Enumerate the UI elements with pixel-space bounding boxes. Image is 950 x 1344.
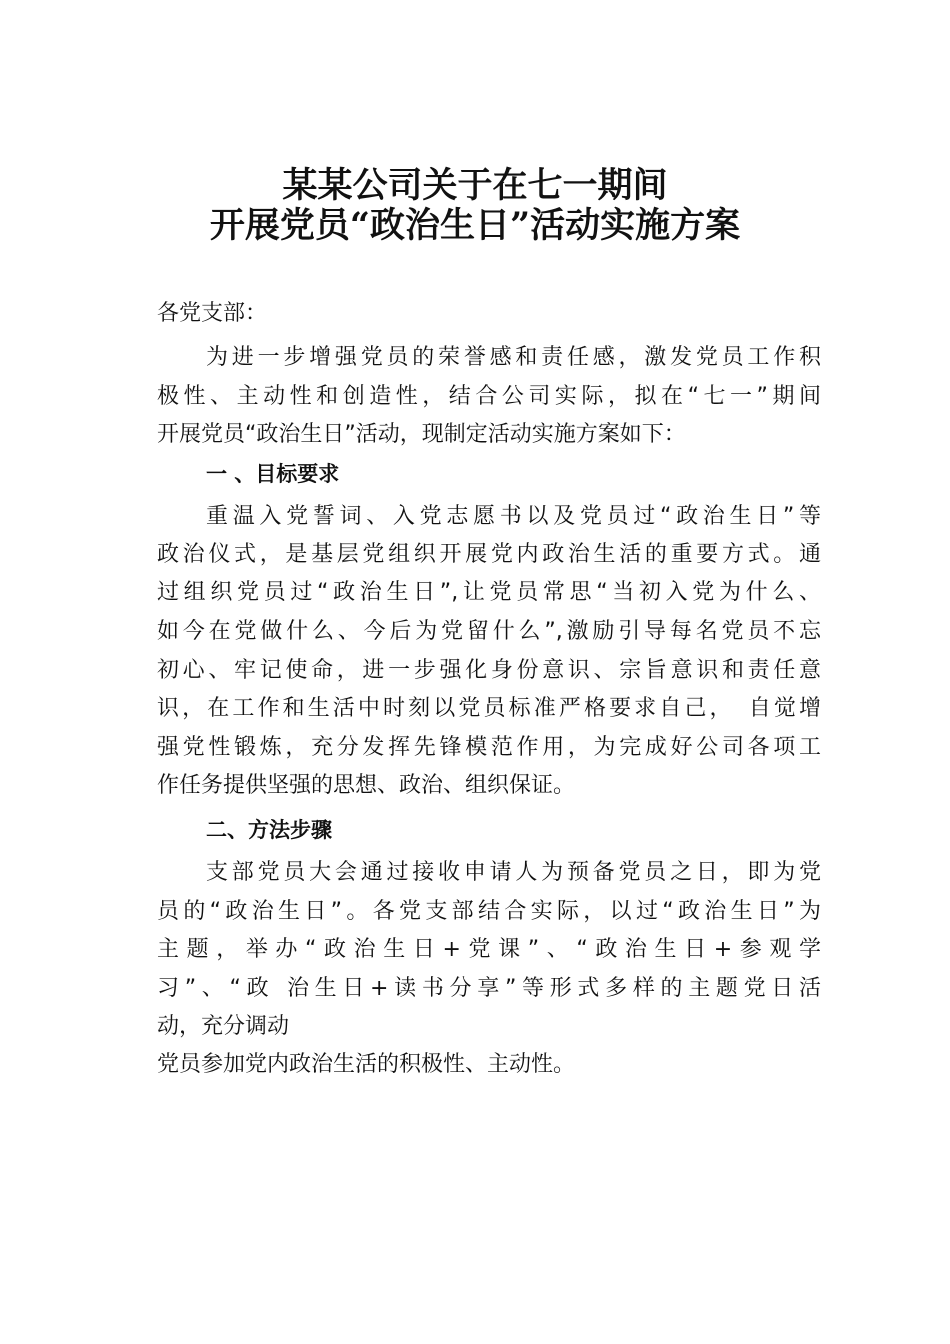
intro-line-1: 为进一步增强党员的荣誉感和责任感，激发党员工作积 xyxy=(206,345,821,370)
section-2-line-3: 主题，举办“政治生日+党课”、“政治生日+参观学 xyxy=(157,937,821,962)
section-1-line-6: 识，在工作和生活中时刻以党员标准严格要求自己， 自觉增 xyxy=(157,696,821,721)
document-title-line-2: 开展党员“政治生日”活动实施方案 xyxy=(209,205,741,246)
section-1-heading: 一 、目标要求 xyxy=(206,462,340,486)
section-1-line-4: 如今在党做什么、今后为党留什么”,激励引导每名党员不忘 xyxy=(157,619,821,644)
section-1-line-5: 初心、牢记使命，进一步强化身份意识、宗旨意识和责任意 xyxy=(157,658,821,683)
intro-line-2: 极性、主动性和创造性，结合公司实际，拟在“七一”期间 xyxy=(157,384,821,409)
section-2-line-1: 支部党员大会通过接收申请人为预备党员之日，即为党 xyxy=(206,860,821,885)
document-title-line-1: 某某公司关于在七一期间 xyxy=(282,165,668,206)
section-2-line-5: 动，充分调动 xyxy=(157,1014,290,1039)
section-1-line-7: 强党性锻炼，充分发挥先锋模范作用，为完成好公司各项工 xyxy=(157,735,821,760)
intro-line-3: 开展党员“政治生日”活动，现制定活动实施方案如下： xyxy=(157,422,686,447)
section-1-line-3: 过组织党员过“政治生日”,让党员常思“当初入党为什么、 xyxy=(157,580,821,605)
section-1-line-2: 政治仪式，是基层党组织开展党内政治生活的重要方式。通 xyxy=(157,542,821,567)
section-1-line-8: 作任务提供坚强的思想、政治、组织保证。 xyxy=(157,773,576,798)
section-2-heading: 二、方法步骤 xyxy=(206,818,332,842)
section-2-line-6: 党员参加党内政治生活的积极性、主动性。 xyxy=(157,1052,576,1077)
section-2-line-4: 习”、“政 治生日+读书分享”等形式多样的主题党日活 xyxy=(157,976,821,1001)
salutation: 各党支部： xyxy=(157,301,268,326)
section-1-line-1: 重温入党誓词、入党志愿书以及党员过“政治生日”等 xyxy=(206,504,821,529)
section-2-line-2: 员的“政治生日”。各党支部结合实际，以过“政治生日”为 xyxy=(157,899,821,924)
